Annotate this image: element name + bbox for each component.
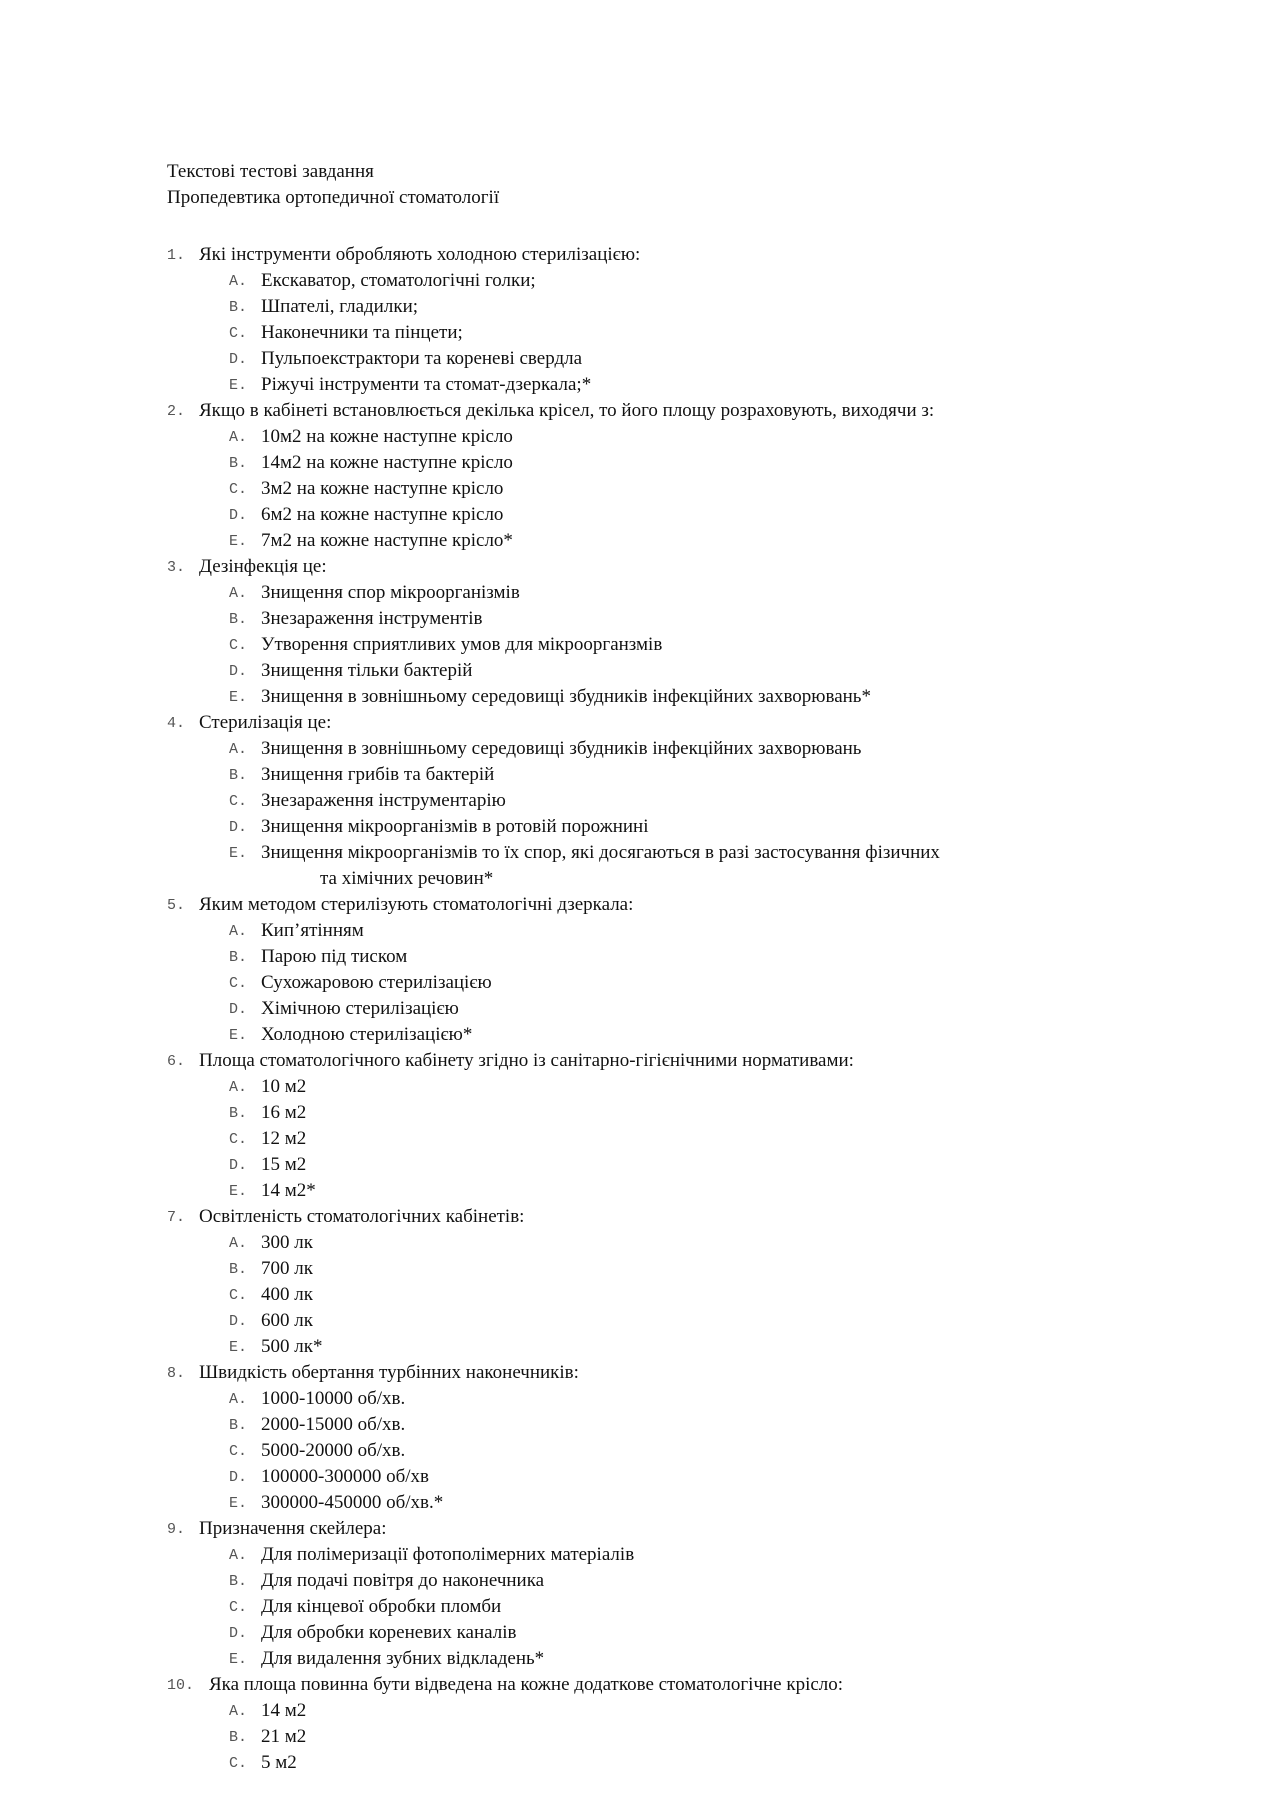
question-text: Стерилізація це: [199,712,332,733]
option-text: 5 м2 [261,1752,297,1773]
option-letter: D. [229,1157,248,1174]
question-number: 4. [167,715,186,732]
option-text: Для обробки кореневих каналів [261,1622,517,1643]
option-text: Знищення спор мікроорганізмів [261,582,520,603]
option-letter: C. [229,1755,248,1772]
option-continuation-text: та хімічних речовин* [320,868,494,889]
option-letter: D. [229,351,248,368]
option-letter: B. [229,949,248,966]
answer-option [167,606,1227,632]
option-letter: E. [229,1651,248,1668]
question-item [167,554,1227,580]
option-letter: C. [229,975,248,992]
option-text: 14м2 на кожне наступне крісло [261,452,513,473]
option-text: Пульпоекстрактори та кореневі свердла [261,348,583,369]
option-text: Знезараження інструментарію [261,790,506,811]
question-number: 7. [167,1209,186,1226]
option-text: Для подачі повітря до наконечника [261,1570,545,1591]
option-text: 12 м2 [261,1128,307,1149]
answer-option [167,1490,1227,1516]
option-text: 15 м2 [261,1154,307,1175]
option-letter: B. [229,1417,248,1434]
option-letter: C. [229,793,248,810]
option-text: Хімічною стерилізацією [261,998,459,1019]
answer-option [167,762,1227,788]
answer-option [167,788,1227,814]
question-text: Площа стоматологічного кабінету згідно із санітарно-гігієнічними нормативами: [199,1050,854,1071]
question-text: Якщо в кабінеті встановлюється декілька крісел, то його площу розраховують, виходячи з: [199,400,935,421]
option-letter: E. [229,689,248,706]
answer-option [167,1438,1227,1464]
option-text: Екскаватор, стоматологічні голки; [261,270,536,291]
answer-option [167,736,1227,762]
option-text: 300 лк [261,1232,313,1253]
question-item [167,1204,1227,1230]
option-letter: D. [229,1001,248,1018]
question-item [167,892,1227,918]
answer-option [167,684,1227,710]
option-letter: E. [229,845,248,862]
option-text: Для видалення зубних відкладень* [261,1648,545,1669]
option-letter: E. [229,533,248,550]
option-text: 10 м2 [261,1076,307,1097]
question-number: 8. [167,1365,186,1382]
answer-option [167,1646,1227,1672]
answer-option [167,372,1227,398]
option-letter: B. [229,1573,248,1590]
option-text: 10м2 на кожне наступне крісло [261,426,513,447]
answer-option [167,632,1227,658]
option-letter: B. [229,455,248,472]
option-letter: D. [229,1469,248,1486]
option-text: Знищення в зовнішньому середовищі збудників інфекційних захворювань* [261,686,871,707]
answer-option [167,1152,1227,1178]
option-letter: A. [229,273,248,290]
question-text: Дезінфекція це: [199,556,327,577]
answer-option [167,840,1227,866]
question-item [167,1516,1227,1542]
answer-option [167,1594,1227,1620]
option-letter: E. [229,1339,248,1356]
answer-option [167,1308,1227,1334]
question-item [167,1672,1227,1698]
option-letter: B. [229,1261,248,1278]
answer-option [167,1022,1227,1048]
answer-option [167,658,1227,684]
question-list [167,242,1227,1776]
question-text: Яка площа повинна бути відведена на кожне додаткове стоматологічне крісло: [209,1674,844,1695]
question-number: 6. [167,1053,186,1070]
answer-option [167,1230,1227,1256]
answer-option [167,1724,1227,1750]
option-letter: C. [229,325,248,342]
option-text: 2000-15000 об/хв. [261,1414,406,1435]
option-text: 16 м2 [261,1102,307,1123]
question-number: 5. [167,897,186,914]
answer-option [167,970,1227,996]
option-text: 600 лк [261,1310,313,1331]
option-letter: A. [229,1547,248,1564]
answer-option [167,1178,1227,1204]
answer-option [167,1256,1227,1282]
answer-option [167,320,1227,346]
answer-option [167,1334,1227,1360]
option-text: 6м2 на кожне наступне крісло [261,504,504,525]
answer-option [167,1620,1227,1646]
question-item [167,398,1227,424]
option-letter: A. [229,923,248,940]
answer-option [167,996,1227,1022]
option-text: 500 лк* [261,1336,323,1357]
question-text: Швидкість обертання турбінних наконечників: [199,1362,579,1383]
option-text: Утворення сприятливих умов для мікроорганзмів [261,634,663,655]
answer-option [167,476,1227,502]
option-letter: A. [229,1703,248,1720]
answer-option [167,1412,1227,1438]
option-letter: C. [229,481,248,498]
option-letter: A. [229,1235,248,1252]
option-text: 5000-20000 об/хв. [261,1440,406,1461]
question-text: Яким методом стерилізують стоматологічні дзеркала: [199,894,634,915]
option-letter: B. [229,611,248,628]
option-text: 21 м2 [261,1726,307,1747]
option-text: Знищення грибів та бактерій [261,764,495,785]
answer-option [167,1126,1227,1152]
option-letter: D. [229,819,248,836]
answer-option [167,1568,1227,1594]
answer-option [167,814,1227,840]
answer-option [167,1542,1227,1568]
answer-option [167,1074,1227,1100]
option-text: Парою під тиском [261,946,408,967]
question-item [167,710,1227,736]
answer-option [167,294,1227,320]
option-text: Холодною стерилізацією* [261,1024,473,1045]
option-text: Для полімеризації фотополімерних матеріалів [261,1544,635,1565]
option-letter: B. [229,1105,248,1122]
option-letter: C. [229,637,248,654]
option-letter: C. [229,1443,248,1460]
question-number: 10. [167,1677,195,1694]
option-text: 700 лк [261,1258,313,1279]
option-letter: C. [229,1287,248,1304]
option-text: Шпателі, гладилки; [261,296,419,317]
option-text: Кип’ятінням [261,920,364,941]
option-text: Знищення мікроорганізмів то їх спор, які досягаються в разі застосування фізичних [261,842,940,863]
option-letter: A. [229,1079,248,1096]
option-letter: E. [229,1495,248,1512]
question-text: Освітленість стоматологічних кабінетів: [199,1206,525,1227]
option-text: Знищення мікроорганізмів в ротовій порожнині [261,816,649,837]
question-number: 2. [167,403,186,420]
answer-option [167,1282,1227,1308]
question-item [167,1360,1227,1386]
option-text: Для кінцевої обробки пломби [261,1596,502,1617]
answer-option [167,1698,1227,1724]
option-text: 400 лк [261,1284,313,1305]
option-letter: B. [229,1729,248,1746]
option-text: Наконечники та пінцети; [261,322,463,343]
answer-option [167,918,1227,944]
question-item [167,1048,1227,1074]
document-subject: Пропедевтика ортопедичної стоматології [167,187,500,208]
option-text: 1000-10000 об/хв. [261,1388,406,1409]
question-number: 9. [167,1521,186,1538]
option-text: Ріжучі інструменти та стомат-дзеркала;* [261,374,592,395]
option-letter: A. [229,1391,248,1408]
option-letter: D. [229,1313,248,1330]
option-letter: D. [229,507,248,524]
option-letter: B. [229,299,248,316]
answer-option [167,424,1227,450]
option-letter: E. [229,1183,248,1200]
option-text: Знищення тільки бактерій [261,660,473,681]
option-text: 300000-450000 об/хв.* [261,1492,444,1513]
option-text: 14 м2 [261,1700,307,1721]
option-letter: B. [229,767,248,784]
document-title: Текстові тестові завдання [167,161,374,182]
option-continuation-line [167,866,1227,892]
option-letter: D. [229,1625,248,1642]
option-letter: A. [229,429,248,446]
answer-option [167,580,1227,606]
document-heading [167,159,499,211]
option-text: 14 м2* [261,1180,316,1201]
option-text: 7м2 на кожне наступне крісло* [261,530,513,551]
answer-option [167,944,1227,970]
option-text: 3м2 на кожне наступне крісло [261,478,504,499]
answer-option [167,1386,1227,1412]
option-letter: A. [229,741,248,758]
option-letter: D. [229,663,248,680]
question-number: 1. [167,247,186,264]
option-text: Сухожаровою стерилізацією [261,972,492,993]
option-letter: E. [229,377,248,394]
question-item [167,242,1227,268]
option-text: Знищення в зовнішньому середовищі збудників інфекційних захворювань [261,738,862,759]
question-text: Які інструменти обробляють холодною стерилізацією: [199,244,641,265]
option-letter: A. [229,585,248,602]
option-letter: E. [229,1027,248,1044]
answer-option [167,346,1227,372]
question-number: 3. [167,559,186,576]
answer-option [167,268,1227,294]
answer-option [167,1100,1227,1126]
option-letter: C. [229,1599,248,1616]
option-letter: C. [229,1131,248,1148]
answer-option [167,1464,1227,1490]
option-text: Знезараження інструментів [261,608,483,629]
question-text: Призначення скейлера: [199,1518,387,1539]
answer-option [167,502,1227,528]
answer-option [167,528,1227,554]
option-text: 100000-300000 об/хв [261,1466,429,1487]
answer-option [167,1750,1227,1776]
answer-option [167,450,1227,476]
